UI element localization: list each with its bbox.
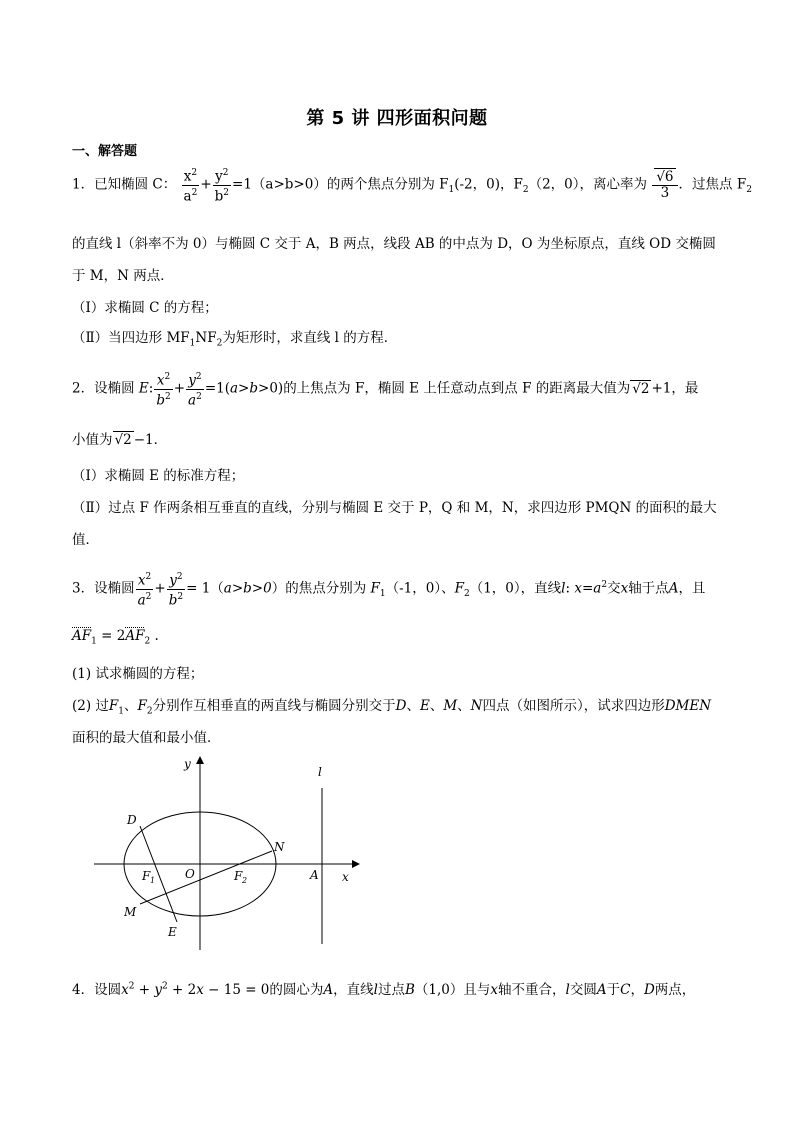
ellipse-figure (80, 750, 370, 960)
q3-line1: 3．设椭圆 $\frac{x^2}{a^2}$ + $\frac{y^2}{b^2}$ = 1（a>b>0）的焦点分别为 $F_1(-1$，0）、$F_2(1$，0），直线l: $x=a^2$交x轴于点A，且 (72, 572, 706, 608)
q3-part1: (1) 试求椭圆的方程； (72, 666, 204, 682)
q1-part2: （Ⅱ）当四边形 $MF_1NF_2$为矩形时，求直线 l 的方程． (72, 330, 398, 349)
label-l: l (318, 765, 322, 779)
frac-y2-b2: $\frac{y^2}{b^2}$ (214, 168, 230, 204)
q3-part2-cont: 面积的最大值和最小值． (72, 730, 221, 746)
label-x: x (342, 870, 349, 884)
q2-line1: 2．设椭圆 E: $\frac{x^2}{b^2}$ + $\frac{y^2}{a^2}$ =1(a>b>0)的上焦点为 F，椭圆 E 上任意动点到点 F 的距离最大值为 √2 +1，最 (72, 372, 699, 408)
q3-vector-eq: $AF_1 = 2AF_2$ . (72, 628, 159, 647)
label-F2-sub: 2 (242, 876, 248, 885)
label-y: y (184, 757, 191, 771)
frac-sqrt6-3: $\frac{√6}{3}$ (652, 170, 677, 201)
q2-part1: （Ⅰ）求椭圆 E 的标准方程； (72, 468, 245, 484)
label-E: E (168, 925, 177, 939)
label-F1-sub: 1 (150, 876, 156, 885)
q1-line1: 1．已知椭圆 C： $\frac{x^2}{a^2}$ + $\frac{y^2}{b^2}$ =1（a>b>0）的两个焦点分别为 $F_1(-2$，0)，$F_2(2$，0），离心率为 $\frac{√6}{3}$ ．过焦点 $F_2$ (72, 168, 752, 204)
q2-line2: 小值为 √2 −1． (72, 432, 168, 448)
x-axis-arrow (352, 860, 360, 868)
label-F2: F (234, 869, 243, 883)
label-O: O (185, 867, 195, 881)
q1-line3: 于 M，N 两点． (72, 268, 174, 284)
label-D: D (127, 813, 137, 827)
label-N: N (274, 840, 285, 854)
label-F1: F (142, 869, 151, 883)
y-axis-arrow (196, 756, 204, 764)
q2-part2: （Ⅱ）过点 F 作两条相互垂直的直线，分别与椭圆 E 交于 P，Q 和 M，N，求四边形 PMQN 的面积的最大 (72, 500, 717, 516)
q4-line1: 4．设圆$x^2 + y^2 + 2x - 15 = 0$的圆心为A，直线l过点B（1,0）且与x轴不重合，l交圆A于C，D两点， (72, 981, 696, 998)
label-M: M (124, 905, 137, 919)
section-heading: 一、解答题 (72, 144, 138, 159)
q2-part2-cont: 值． (72, 532, 99, 548)
label-A: A (310, 868, 319, 882)
frac-x2-a2: $\frac{x^2}{a^2}$ (183, 168, 198, 204)
q1-part1: （Ⅰ）求椭圆 C 的方程； (72, 300, 218, 316)
q1-line2: 的直线 l（斜率不为 0）与椭圆 C 交于 A，B 两点，线段 AB 的中点为 D，O 为坐标原点，直线 OD 交椭圆 (72, 236, 716, 252)
page-title: 第 5 讲 四形面积问题 (306, 108, 488, 129)
q3-part2: (2) 过$F_1$、$F_2$分别作互相垂直的两直线与椭圆分别交于D、E、M、N四点（如图所示），试求四边形DMEN (72, 698, 712, 717)
